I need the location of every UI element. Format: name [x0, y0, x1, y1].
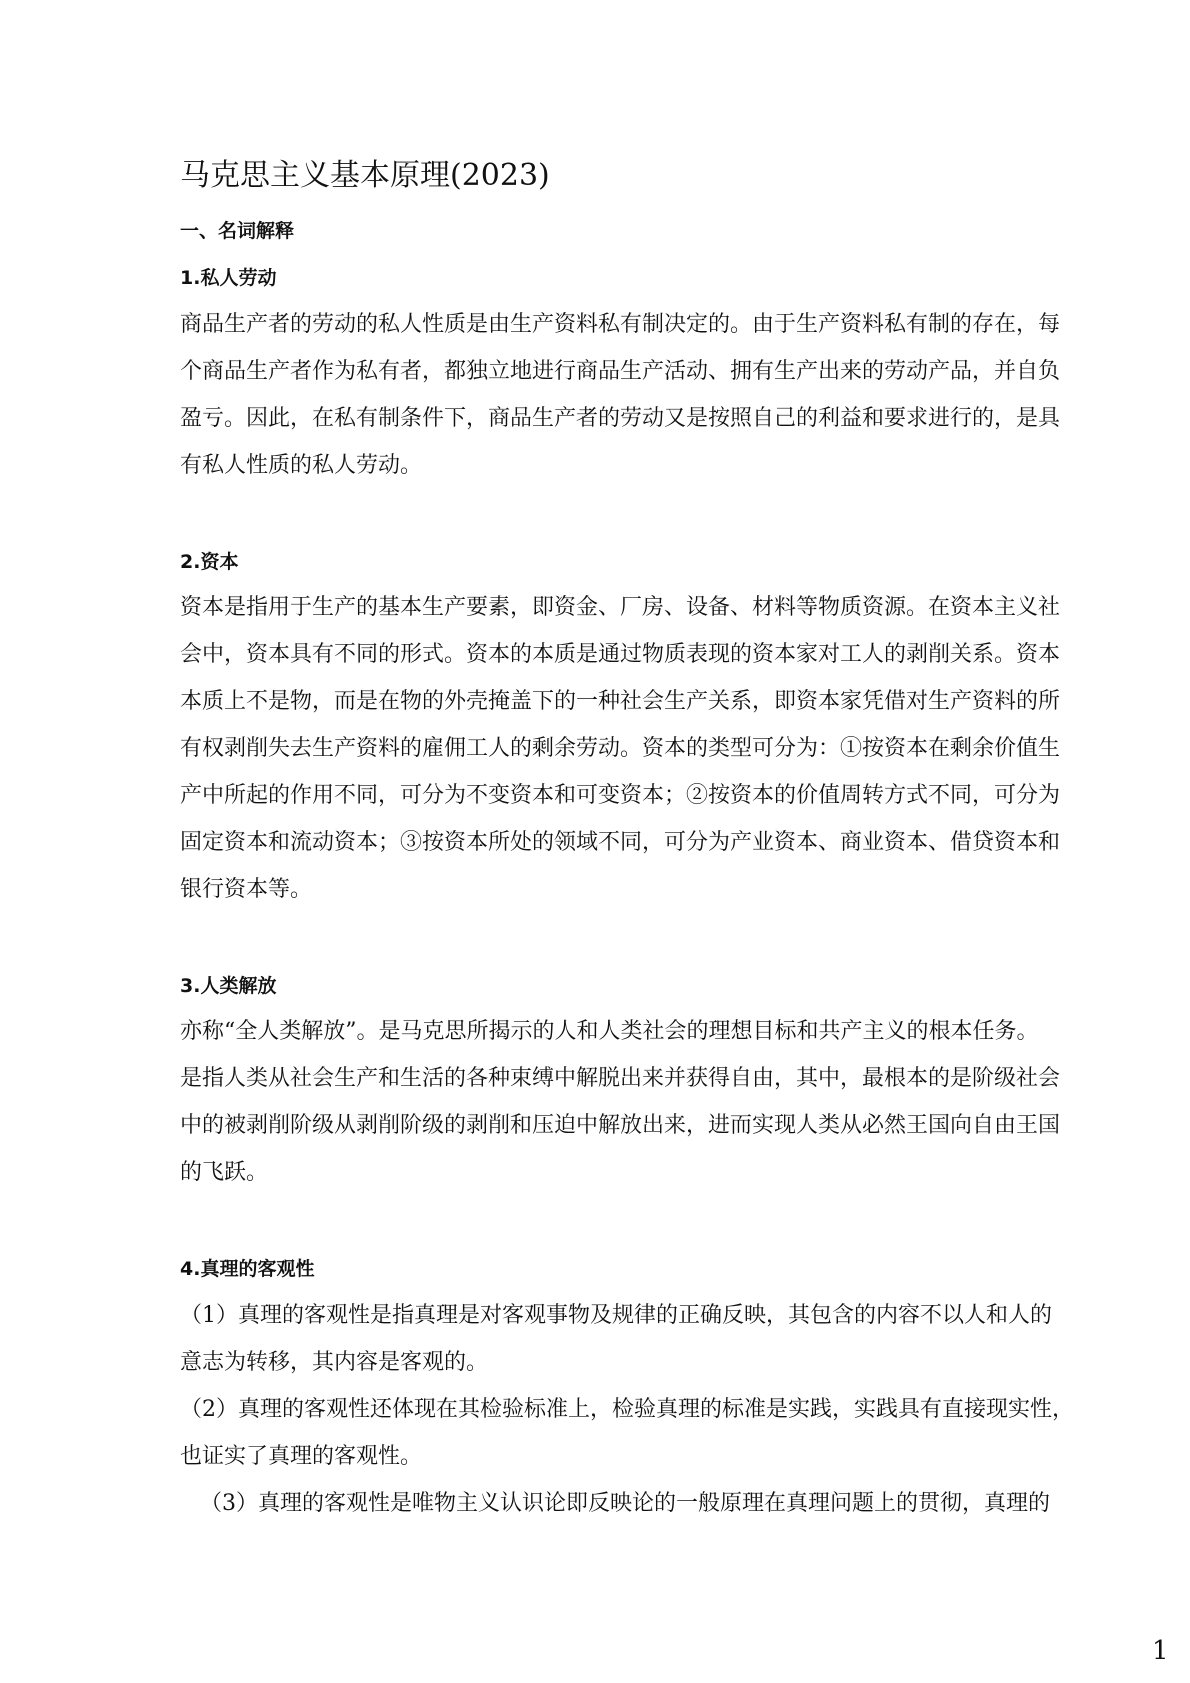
paragraph-line: 意志为转移，其内容是客观的。 [180, 1350, 489, 1375]
paragraph-line: 商品生产者的劳动的私人性质是由生产资料私有制决定的。由于生产资料私有制的存在，每 [180, 312, 1061, 337]
paragraph-line: 银行资本等。 [180, 877, 313, 902]
paragraph-line: 产中所起的作用不同，可分为不变资本和可变资本；②按资本的价值周转方式不同，可分为 [180, 783, 1061, 808]
paragraph-line: 固定资本和流动资本；③按资本所处的领域不同，可分为产业资本、商业资本、借贷资本和 [180, 830, 1061, 855]
paragraph-line: （2）真理的客观性还体现在其检验标准上，检验真理的标准是实践，实践具有直接现实性， [180, 1397, 1075, 1422]
paragraph-line: （3）真理的客观性是唯物主义认识论即反映论的一般原理在真理问题上的贯彻，真理的 [200, 1491, 1050, 1516]
entry-heading: 3.人类解放 [180, 975, 277, 997]
page-number: 1 [1152, 1636, 1169, 1666]
entry-heading: 2.资本 [180, 551, 239, 573]
paragraph-line: 盈亏。因此，在私有制条件下，商品生产者的劳动又是按照自己的利益和要求进行的，是具 [180, 406, 1061, 431]
paragraph-line: （1）真理的客观性是指真理是对客观事物及规律的正确反映，其包含的内容不以人和人的 [180, 1303, 1053, 1328]
paragraph-line: 有权剥削失去生产资料的雇佣工人的剩余劳动。资本的类型可分为：①按资本在剩余价值生 [180, 736, 1061, 761]
section-heading: 一、名词解释 [180, 220, 295, 242]
paragraph-line: 是指人类从社会生产和生活的各种束缚中解脱出来并获得自由，其中，最根本的是阶级社会 [180, 1066, 1061, 1091]
paragraph-line: 也证实了真理的客观性。 [180, 1444, 423, 1469]
paragraph-line: 会中，资本具有不同的形式。资本的本质是通过物质表现的资本家对工人的剥削关系。资本 [180, 642, 1061, 667]
paragraph-line: 有私人性质的私人劳动。 [180, 453, 423, 478]
paragraph-line: 本质上不是物，而是在物的外壳掩盖下的一种社会生产关系，即资本家凭借对生产资料的所 [180, 689, 1061, 714]
paragraph-line: 亦称“全人类解放”。是马克思所揭示的人和人类社会的理想目标和共产主义的根本任务。 [180, 1019, 1039, 1044]
paragraph-line: 资本是指用于生产的基本生产要素，即资金、厂房、设备、材料等物质资源。在资本主义社 [180, 595, 1061, 620]
document-title: 马克思主义基本原理(2023) [180, 158, 550, 193]
paragraph-line: 个商品生产者作为私有者，都独立地进行商品生产活动、拥有生产出来的劳动产品，并自负 [180, 359, 1061, 384]
paragraph-line: 中的被剥削阶级从剥削阶级的剥削和压迫中解放出来，进而实现人类从必然王国向自由王国 [180, 1113, 1061, 1138]
paragraph-line: 的飞跃。 [180, 1160, 269, 1185]
entry-heading: 4.真理的客观性 [180, 1258, 315, 1280]
entry-heading: 1.私人劳动 [180, 267, 277, 289]
